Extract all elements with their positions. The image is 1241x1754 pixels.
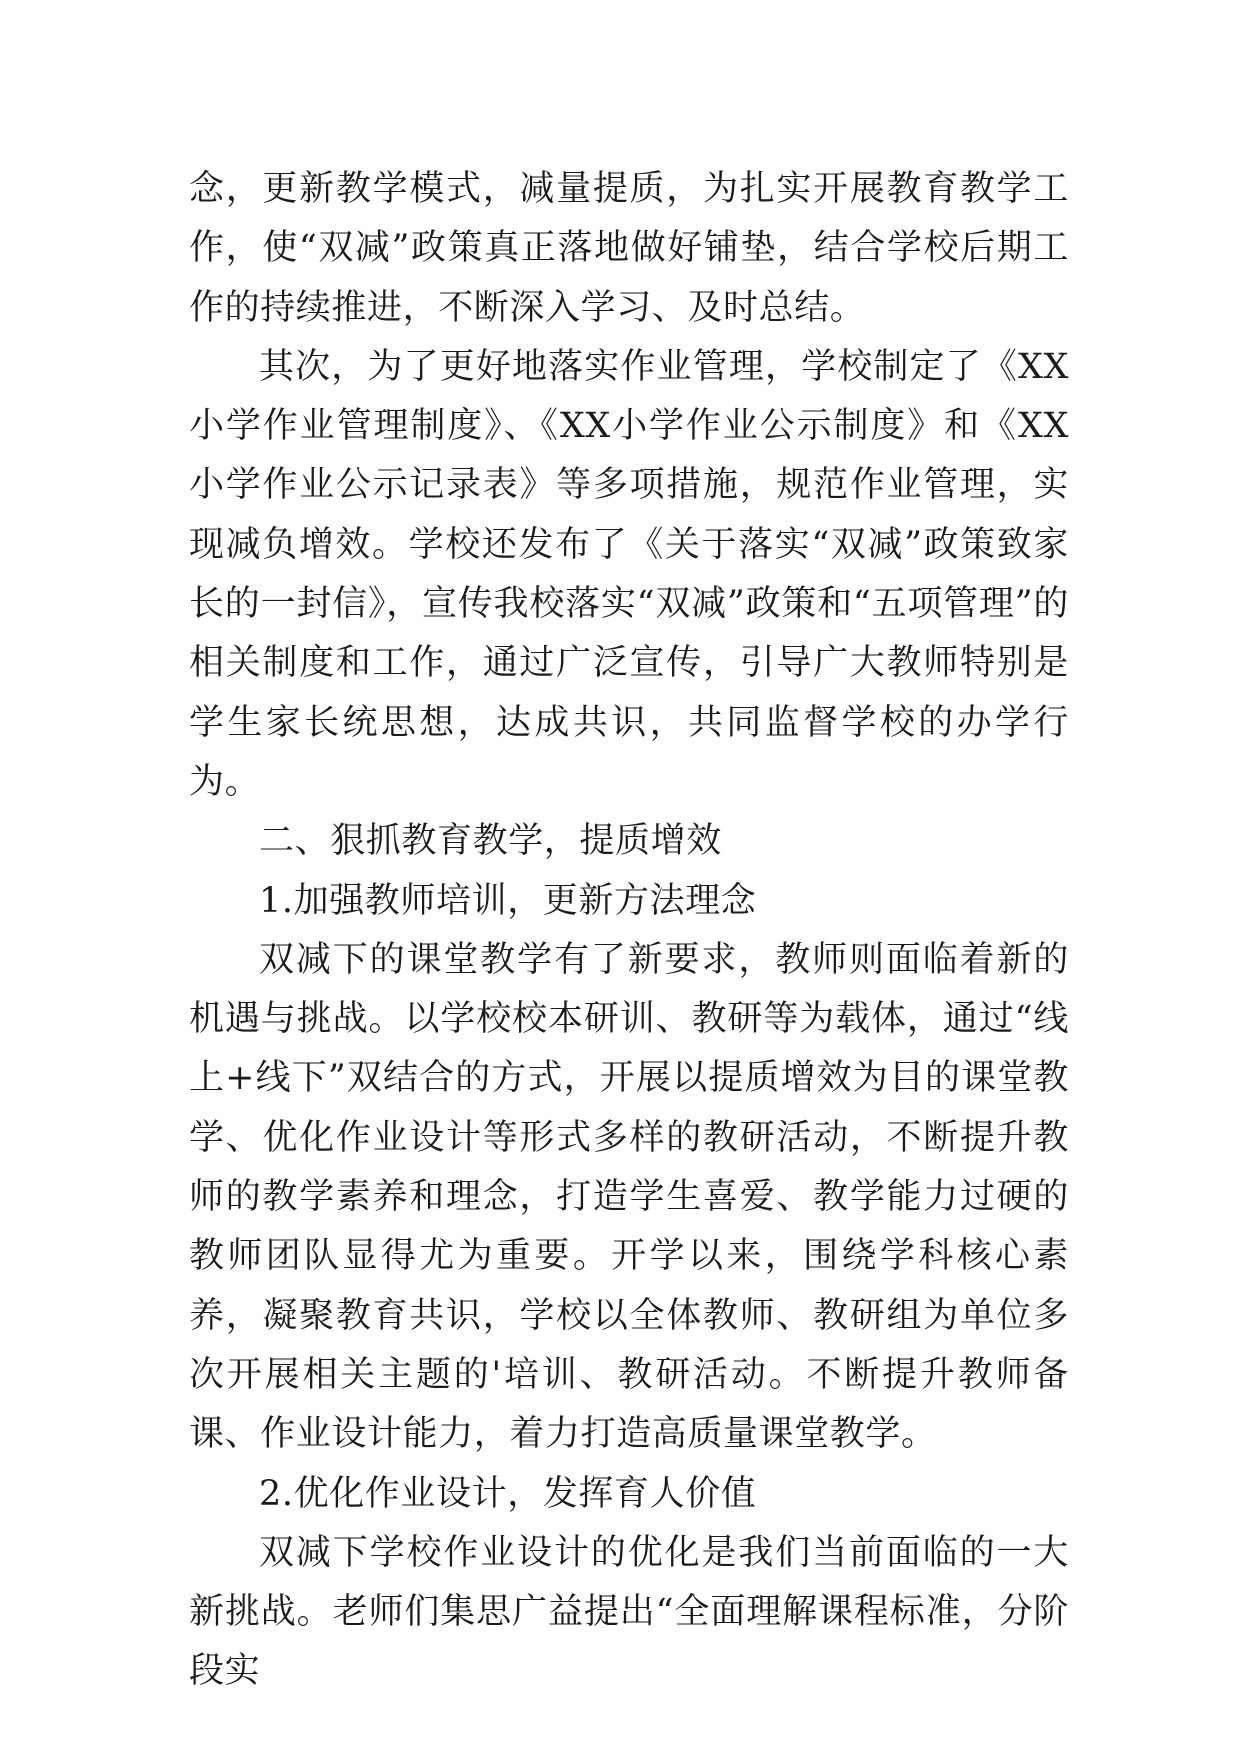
paragraph-continuation: 念，更新教学模式，减量提质，为扎实开展教育教学工作，使“双减”政策真正落地做好铺垫，结合学校后期工作的持续推进，不断深入学习、及时总结。 — [189, 169, 1069, 328]
subsection-heading-1: 1.加强教师培训，更新方法理念 — [259, 880, 757, 921]
paragraph-homework-management: 其次，为了更好地落实作业管理，学校制定了《XX小学作业管理制度》、《XX小学作业公示制度》和《XX小学作业公示记录表》等多项措施，规范作业管理，实现减负增效。学校还发布了《关于落实“双减”政策致家长的一封信》，宣传我校落实“双减”政策和“五项管理”的相关制度和工作，通过广泛宣传，引导广大教师特别是学生家长统思想，达成共识，共同监督学校的办学行为。 — [189, 346, 1069, 802]
document-body — [189, 160, 1069, 1702]
paragraph-teacher-training: 双减下的课堂教学有了新要求，教师则面临着新的机遇与挑战。以学校校本研训、教研等为载体，通过“线上+线下”双结合的方式，开展以提质增效为目的课堂教学、优化作业设计等形式多样的教研活动，不断提升教师的教学素养和理念，打造学生喜爱、教学能力过硬的教师团队显得尤为重要。开学以来，围绕学科核心素养，凝聚教育共识，学校以全体教师、教研组为单位多次开展相关主题的'培训、教研活动。不断提升教师备课、作业设计能力，着力打造高质量课堂教学。 — [189, 939, 1069, 1455]
section-heading: 二、狠抓教育教学，提质增效 — [259, 821, 722, 862]
subsection-heading-2: 2.优化作业设计，发挥育人价值 — [259, 1473, 757, 1514]
paragraph-homework-design: 双减下学校作业设计的优化是我们当前面临的一大新挑战。老师们集思广益提出“全面理解课程标准，分阶段实 — [189, 1532, 1069, 1692]
